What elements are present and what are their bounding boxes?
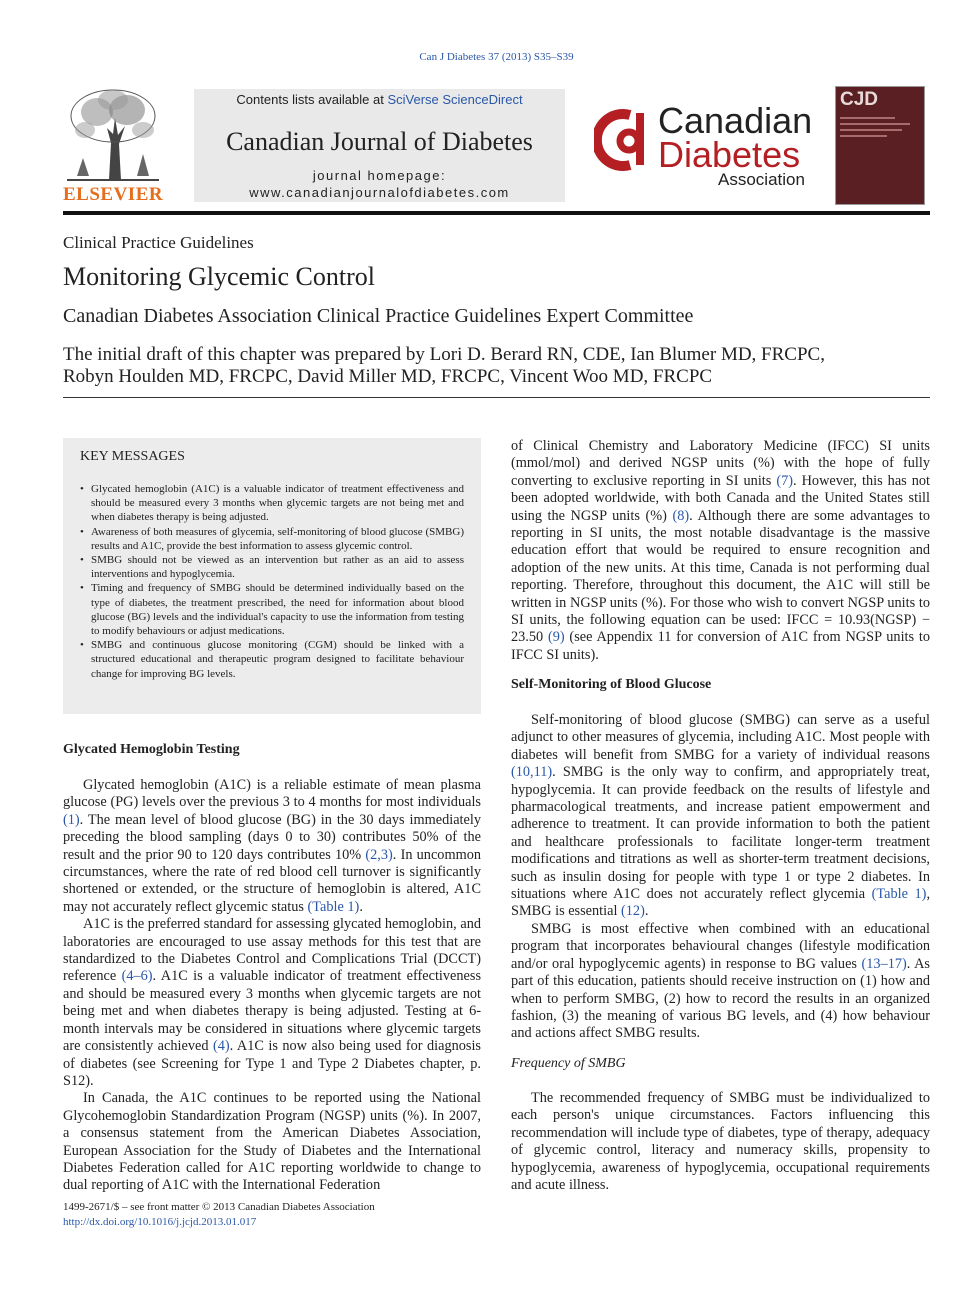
journal-banner bbox=[194, 89, 565, 202]
elsevier-logo[interactable] bbox=[63, 88, 163, 206]
table-link[interactable]: (Table 1) bbox=[871, 886, 927, 903]
authors-line-1: The initial draft of this chapter was prepared by Lori D. Berard RN, CDE, Ian Blumer MD, FRCPC, bbox=[63, 344, 825, 365]
paragraph: of Clinical Chemistry and Laboratory Medicine (IFCC) SI units (mmol/mol) and derived NGSP units (%) with the hope of fully converting to exclusive reporting in SI units (7). However, this has not been adopted worldwide, with both Canada and the United States still using the NGSP units (%) (8). Although there are some advantages to reporting in SI units, the most notable disadvantage is the massive education effort that would be required to ensure recognition and adoption of the new units. At this time, Canada is not performing dual reporting. Therefore, throughout this document, the A1C will still be written in NGSP units (%). For those who wish to convert NGSP units to SI units, the following equation can be used: IFCC = 10.93(NGSP) − 23.50 (9) (see Appendix 11 for conversion of A1C from NGSP units to IFCC SI units). bbox=[511, 438, 931, 663]
paragraph: SMBG is most effective when combined with an educational program that incorporates behavioural changes (lifestyle modification and/or oral hypoglycemic agents) in response to BG values (13–17). As part of this education, patients should receive instruction on (1) how and when to perform SMBG, (2) how to record the results in an organized fashion, (3) the meaning of various BG levels, and (4) how behaviour and actions affect SMBG results. bbox=[511, 920, 930, 1042]
elsevier-wordmark: ELSEVIER bbox=[63, 184, 164, 205]
body-rule bbox=[63, 397, 930, 398]
table-link[interactable]: (Table 1) bbox=[307, 898, 360, 915]
right-column-frequency-body bbox=[511, 1090, 930, 1194]
ref-link[interactable]: (13–17) bbox=[861, 955, 907, 972]
journal-title: Canadian Journal of Diabetes bbox=[226, 127, 533, 156]
homepage-url[interactable]: www.canadianjournalofdiabetes.com bbox=[249, 185, 510, 200]
ref-link[interactable]: (10,11) bbox=[511, 764, 553, 781]
cda-word-association: Association bbox=[718, 170, 805, 189]
key-message-item: • SMBG should not be viewed as an intervention but rather as an aid to assess interventions and hypoglycemia. bbox=[80, 553, 464, 581]
right-column-body bbox=[511, 438, 930, 664]
left-column-body bbox=[63, 777, 481, 1195]
issn-line: 1499-2671/$ – see front matter © 2013 Canadian Diabetes Association bbox=[63, 1201, 375, 1213]
ref-link[interactable]: (9) bbox=[547, 629, 565, 646]
article-authors bbox=[63, 344, 930, 388]
journal-citation[interactable]: Can J Diabetes 37 (2013) S35–S39 bbox=[419, 51, 574, 63]
right-column-smbg-body bbox=[511, 712, 930, 1043]
key-message-item: • Timing and frequency of SMBG should be determined individually based on the type of diabetes, the treatment prescribed, the need for information about blood glucose (BG) levels and the individual's capacity to use the information from testing to modify behaviours or adjust medications. bbox=[80, 581, 464, 638]
sciencedirect-link[interactable]: SciVerse ScienceDirect bbox=[387, 92, 523, 107]
cda-mark-icon bbox=[594, 109, 654, 171]
key-messages-title: KEY MESSAGES bbox=[80, 449, 185, 464]
paragraph: A1C is the preferred standard for assessing glycated hemoglobin, and laboratories are encouraged to use assay methods for this test that are standardized to the Diabetes Control and Complications Trial (DCCT) reference (4–6). A1C is a valuable indicator of treatment effectiveness and should be measured every 3 months when glycemic targets are not being met and when diabetes therapy is being adjusted. Testing at 6-month intervals may be considered in situations where glycemic targets are consistently achieved (4). A1C is now also being used for diagnosis of diabetes (see Screening for Type 1 and Type 2 Diabetes chapter, p. S12). bbox=[63, 916, 482, 1089]
authors-line-2: Robyn Houlden MD, FRCPC, David Miller MD, FRCPC, Vincent Woo MD, FRCPC bbox=[63, 366, 713, 387]
contents-prefix: Contents lists available at bbox=[236, 92, 388, 107]
ref-link[interactable]: (4–6) bbox=[121, 968, 153, 985]
key-messages-box bbox=[63, 438, 481, 714]
homepage-label: journal homepage: bbox=[312, 168, 447, 183]
paragraph: The recommended frequency of SMBG must be individualized to each person's unique circumstances. Factors influencing this recommendation will include type of diabetes, type of therapy, adequacy of glycemic control, literacy and numeracy skills, propensity to hypoglycemia, awareness of hypoglycemia, occupational requirements and acute illness. bbox=[511, 1090, 930, 1194]
article-title: Monitoring Glycemic Control bbox=[63, 262, 375, 291]
cover-text-lines bbox=[840, 117, 918, 141]
ref-link[interactable]: (8) bbox=[672, 507, 690, 524]
subheading-frequency: Frequency of SMBG bbox=[511, 1056, 626, 1071]
cover-title: CJD bbox=[840, 89, 879, 110]
key-messages-list bbox=[80, 482, 464, 681]
journal-cover[interactable] bbox=[835, 86, 925, 205]
ref-link[interactable]: (12) bbox=[621, 903, 645, 920]
article-section: Clinical Practice Guidelines bbox=[63, 233, 254, 252]
ref-link[interactable]: (1) bbox=[63, 811, 80, 828]
ref-link[interactable]: (4) bbox=[212, 1038, 230, 1055]
paragraph: In Canada, the A1C continues to be reported using the National Glycohemoglobin Standardization Program (NGSP) units (%). In 2007, a consensus statement from the American Diabetes Association, European Association for the Study of Diabetes and the International Diabetes Federation called for A1C reporting worldwide to change to dual reporting of A1C with the International Federation bbox=[63, 1090, 481, 1194]
ref-link[interactable]: (7) bbox=[776, 472, 794, 489]
footer bbox=[63, 1200, 375, 1230]
cda-word-canadian: Canadian bbox=[658, 100, 813, 141]
article-committee: Canadian Diabetes Association Clinical Practice Guidelines Expert Committee bbox=[63, 305, 694, 327]
cda-word-diabetes: Diabetes bbox=[658, 134, 801, 175]
contents-line bbox=[194, 92, 565, 107]
key-message-item: • Glycated hemoglobin (A1C) is a valuable indicator of treatment effectiveness and should be measured every 3 months when glycemic targets are not being met and when diabetes therapy is being adjusted. bbox=[80, 482, 464, 525]
section-heading-glycated: Glycated Hemoglobin Testing bbox=[63, 742, 240, 757]
paragraph: Self-monitoring of blood glucose (SMBG) can serve as a useful adjunct to other measures of glycemia, including A1C. Most people with diabetes will benefit from SMBG for a variety of individual reasons (10,11). SMBG is the only way to confirm, and appropriately treat, hypoglycemia. It can provide feedback on the results of lifestyle and pharmacological treatments, and increase patient empowerment and adherence to treatment. It can provide information to both the patient and healthcare professionals to facilitate longer-term treatment modifications and titrations as well as shorter-term treatment decisions, such as insulin dosing for people with type 1 or type 2 diabetes. In situations where A1C does not accurately reflect glycemia (Table 1), SMBG is essential (12). bbox=[511, 712, 931, 920]
tree-icon bbox=[63, 88, 163, 184]
paragraph: Glycated hemoglobin (A1C) is a reliable estimate of mean plasma glucose (PG) levels over the previous 3 to 4 months for most individuals (1). The mean level of blood glucose (BG) in the 30 days immediately preceding the blood sampling (days 0 to 30) contributes 50% of the result and the prior 90 to 120 days contributes 10% (2,3). In uncommon circumstances, where the rate of red blood cell turnover is significantly shortened or extended, or the structure of hemoglobin is altered, A1C may not accurately reflect glycemic status (Table 1). bbox=[63, 777, 481, 915]
key-message-item: • Awareness of both measures of glycemia, self-monitoring of blood glucose (SMBG) results and A1C, provide the best information to assess glycemic control. bbox=[80, 525, 464, 553]
section-heading-smbg: Self-Monitoring of Blood Glucose bbox=[511, 677, 712, 692]
ref-link[interactable]: (2,3) bbox=[365, 846, 393, 863]
cda-logo[interactable] bbox=[594, 100, 819, 191]
header-rule bbox=[63, 211, 930, 215]
key-message-item: • SMBG and continuous glucose monitoring (CGM) should be linked with a structured educational and therapeutic program designed to facilitate behaviour change for improving BG levels. bbox=[80, 638, 464, 681]
doi-link[interactable]: http://dx.doi.org/10.1016/j.jcjd.2013.01.017 bbox=[63, 1216, 257, 1228]
